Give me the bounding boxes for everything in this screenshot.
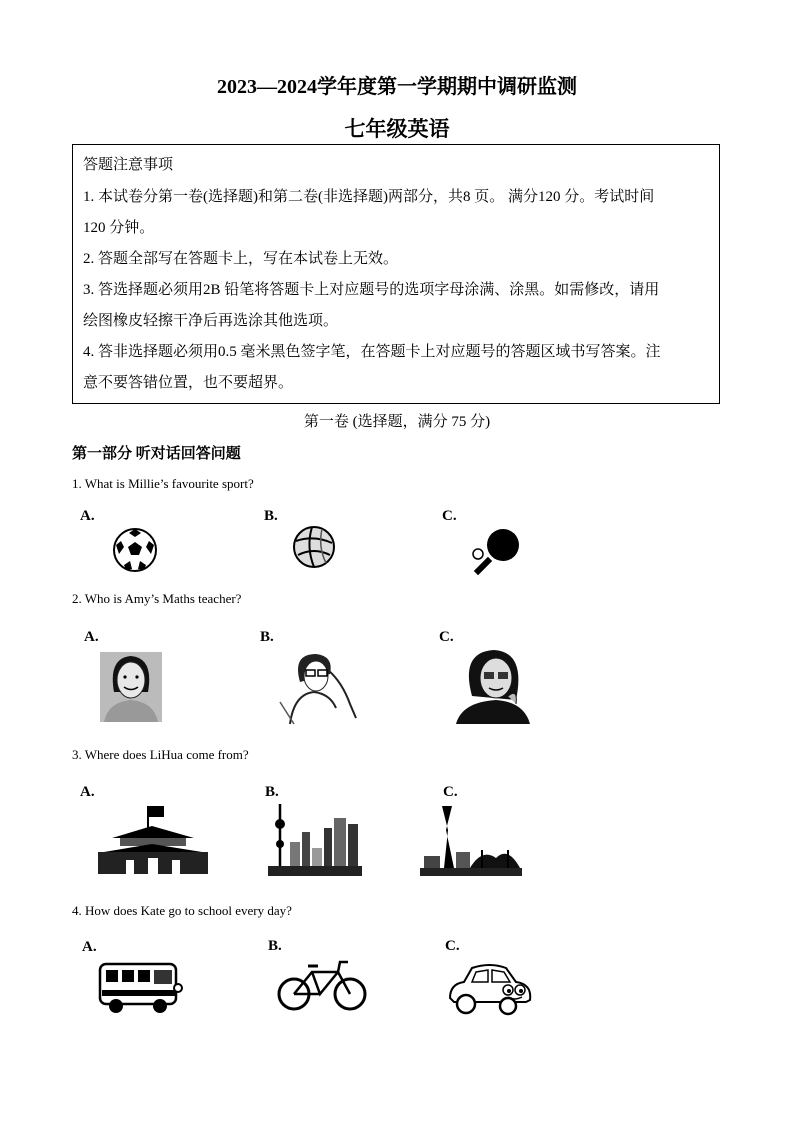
section-heading: 第一卷 (选择题，满分 75 分) — [303, 414, 491, 430]
bicycle-icon — [276, 958, 368, 1012]
option-label: C. — [443, 784, 458, 800]
part-heading: 第一部分 听对话回答问题 — [72, 446, 241, 462]
option-label: B. — [260, 629, 274, 645]
bus-icon — [98, 958, 184, 1016]
option-label: B. — [264, 508, 278, 524]
shanghai-skyline-icon — [268, 802, 362, 876]
notice-line: 意不要答错位置，也不要超界。 — [83, 375, 294, 391]
car-icon — [446, 960, 534, 1016]
notice-line: 120 分钟。 — [83, 220, 155, 236]
question-2: 2. Who is Amy’s Maths teacher? — [72, 591, 242, 606]
woman-with-glasses-icon — [280, 652, 358, 724]
tiananmen-icon — [96, 804, 210, 876]
option-label: A. — [80, 784, 95, 800]
notice-line: 1. 本试卷分第一卷(选择题)和第二卷(非选择题)两部分，共8 页。 满分120 分。考试时间 — [83, 189, 655, 205]
option-label: A. — [80, 508, 95, 524]
option-label: B. — [268, 938, 282, 954]
page-subtitle: 七年级英语 — [344, 117, 450, 141]
woman-in-glasses-icon — [456, 648, 530, 724]
notice-line: 2. 答题全部写在答题卡上，写在本试卷上无效。 — [83, 251, 399, 267]
option-label: C. — [442, 508, 457, 524]
notice-heading: 答题注意事项 — [83, 157, 174, 173]
notice-box — [72, 144, 720, 404]
question-3: 3. Where does LiHua come from? — [72, 747, 249, 762]
question-4: 4. How does Kate go to school every day? — [72, 903, 292, 918]
option-label: A. — [82, 939, 97, 955]
option-label: A. — [84, 629, 99, 645]
question-1: 1. What is Millie’s favourite sport? — [72, 476, 254, 491]
notice-line: 绘图橡皮轻擦干净后再选涂其他选项。 — [83, 313, 339, 329]
volleyball-icon — [292, 525, 336, 569]
soccer-ball-icon — [112, 527, 158, 573]
guangzhou-tower-icon — [420, 802, 522, 876]
page-title: 2023—2024学年度第一学期期中调研监测 — [217, 76, 577, 98]
ping-pong-paddle-icon — [470, 528, 522, 574]
notice-line: 4. 答非选择题必须用0.5 毫米黑色签字笔，在答题卡上对应题号的答题区域书写答案。注 — [83, 344, 661, 360]
option-label: C. — [445, 938, 460, 954]
option-label: B. — [265, 784, 279, 800]
woman-portrait-icon — [100, 652, 162, 722]
option-label: C. — [439, 629, 454, 645]
notice-line: 3. 答选择题必须用2B 铅笔将答题卡上对应题号的选项字母涂满、涂黑。如需修改，请用 — [83, 282, 660, 298]
